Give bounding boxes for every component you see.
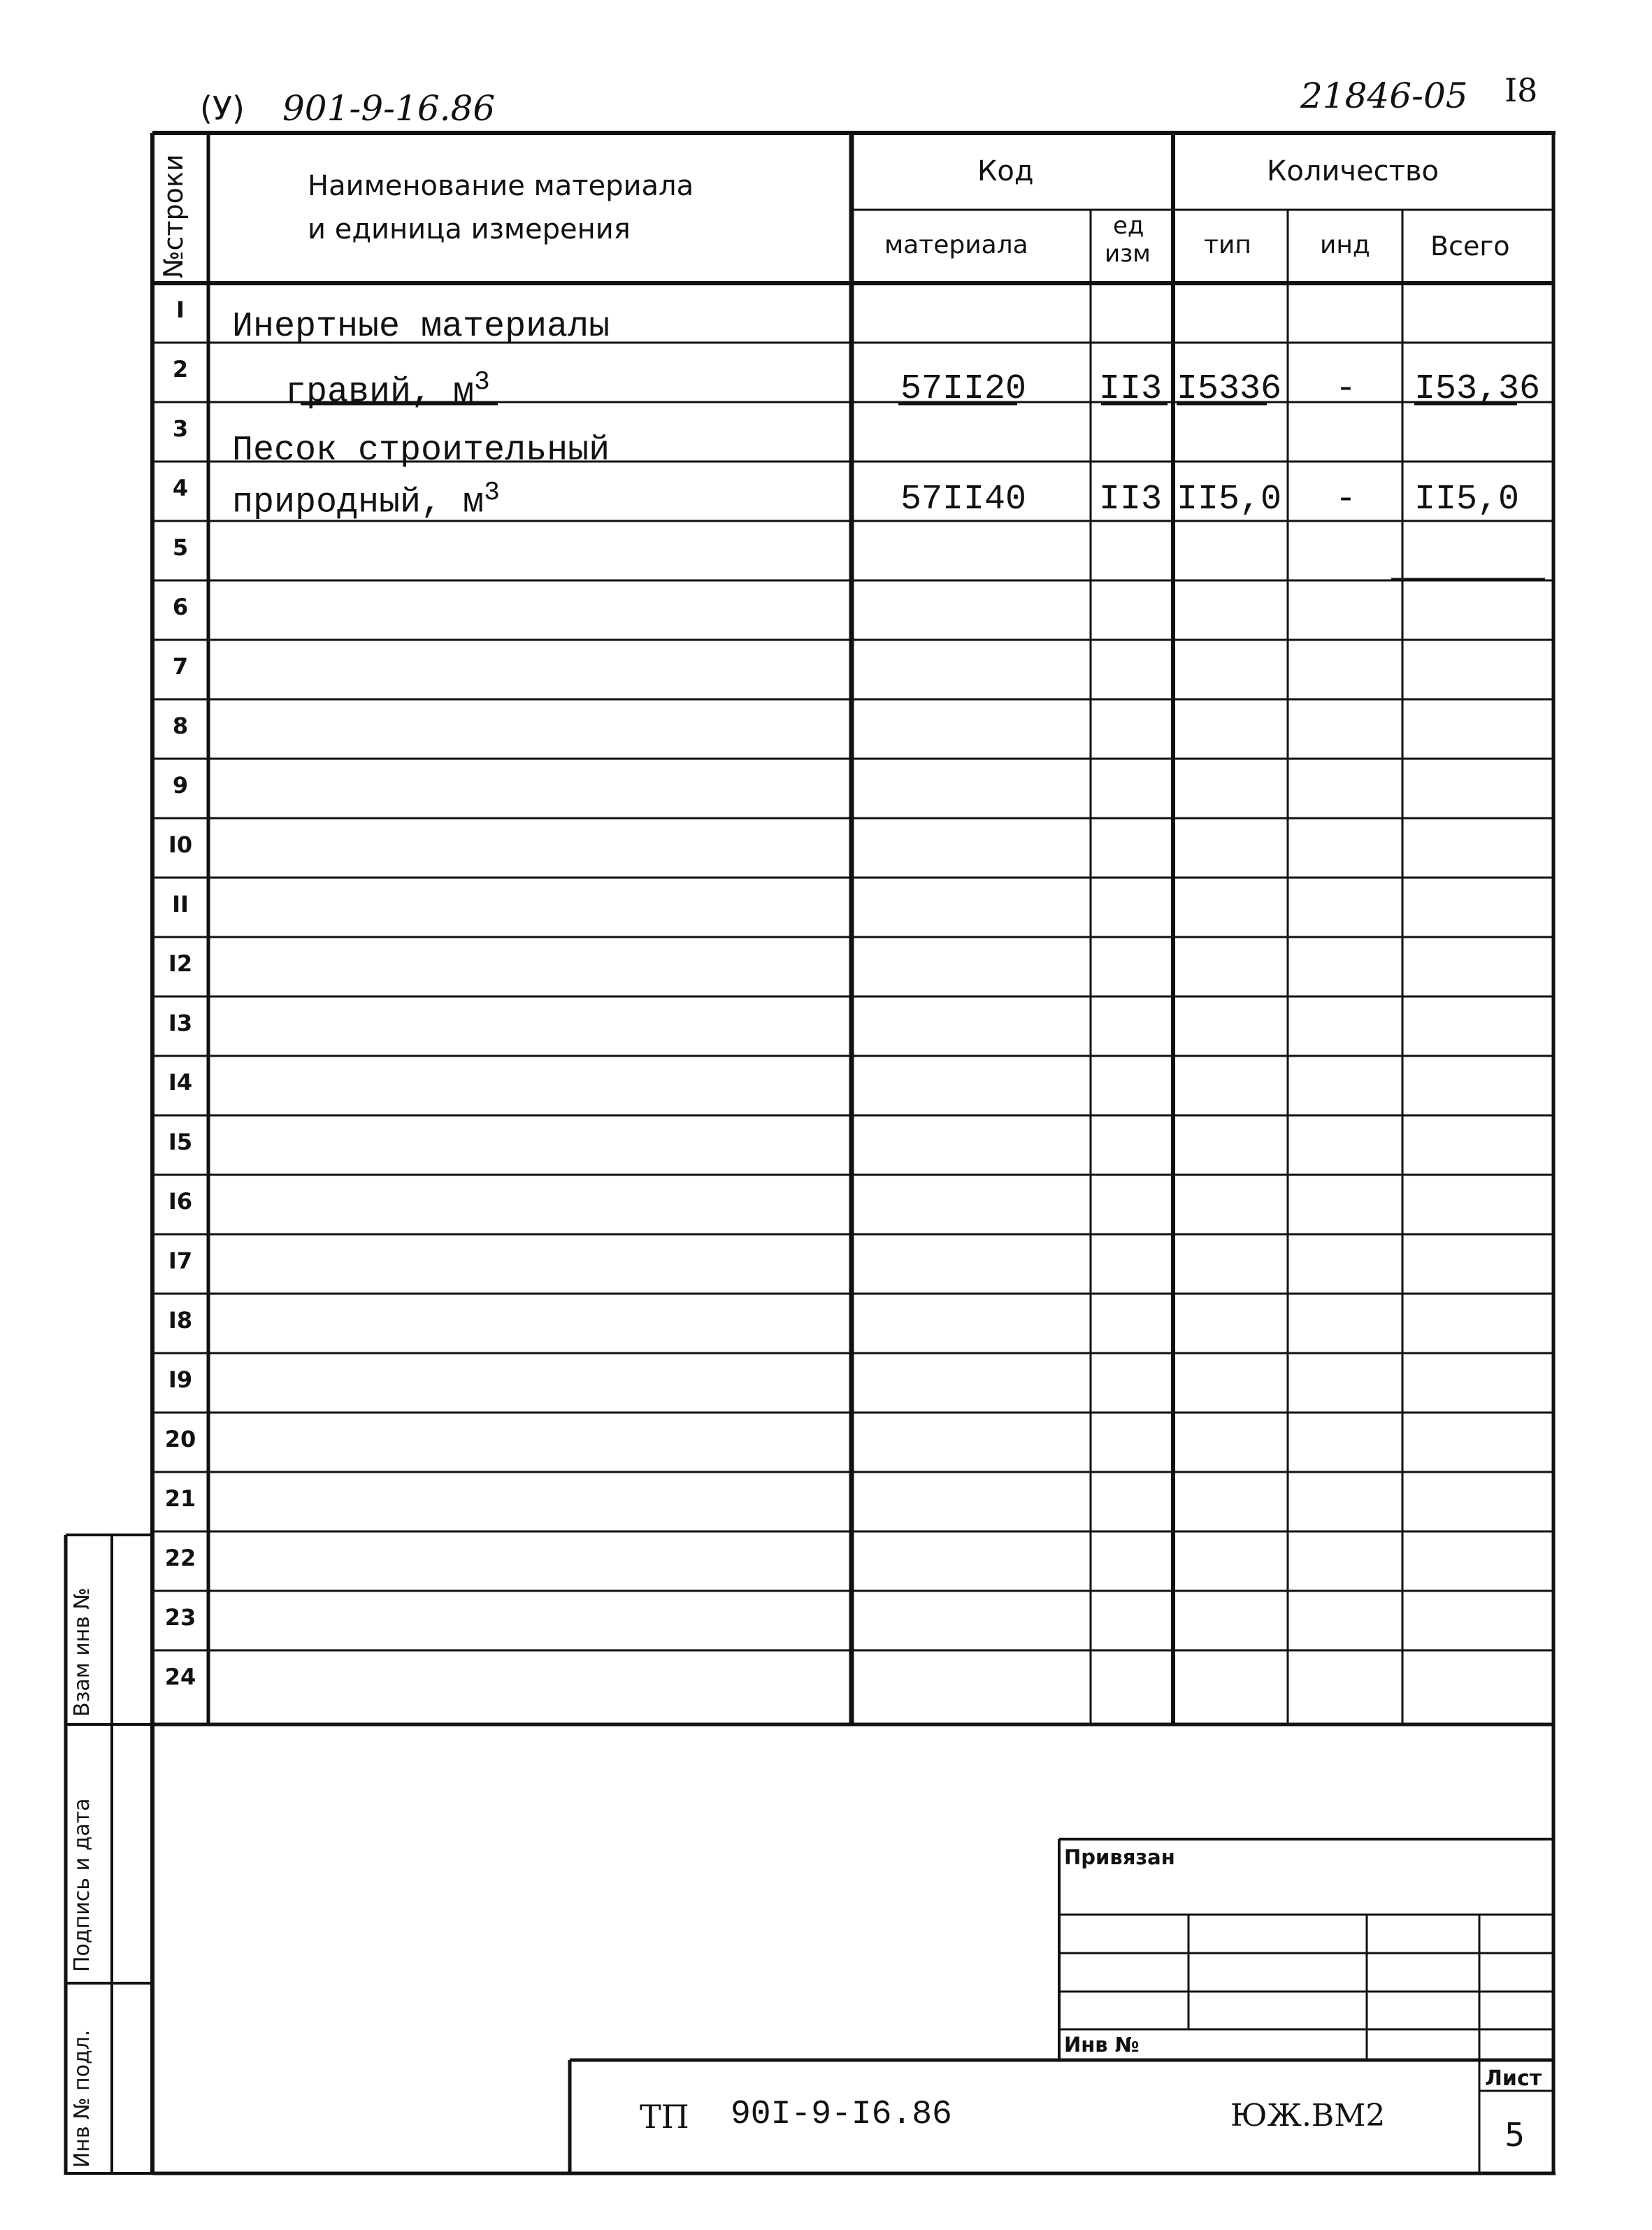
side-label-inv-orig: Инв № подл.: [70, 2029, 94, 2168]
col-header-unit-line1: ед: [1113, 212, 1144, 240]
col-header-name-line1: Наименование материала: [308, 170, 694, 202]
col-header-type: тип: [1204, 231, 1251, 259]
row-number: 23: [164, 1604, 196, 1631]
stamp-doc-prefix: ТП: [640, 2098, 689, 2136]
row-number: I0: [168, 831, 193, 858]
row2-name-sup: 3: [474, 367, 490, 397]
col-header-code: Код: [977, 155, 1034, 187]
row-number: 21: [164, 1485, 196, 1512]
row-number: 6: [172, 594, 189, 620]
header-prefix: (У): [200, 90, 245, 127]
row-number: 9: [172, 772, 189, 799]
col-header-ind: инд: [1320, 231, 1370, 259]
page-number: I8: [1504, 71, 1538, 109]
stamp-attached-label: Привязан: [1064, 1845, 1175, 1869]
row2-code: 57II20: [900, 369, 1027, 409]
row2-total: I53,36: [1414, 369, 1541, 409]
row-number: 3: [172, 415, 189, 442]
row-number: 2: [172, 356, 189, 383]
col-header-rownum: №строки: [158, 154, 189, 278]
row-number: 24: [164, 1664, 196, 1690]
col-header-unit-line2: изм: [1105, 240, 1151, 268]
row4-name: [232, 480, 500, 521]
col-header-material: материала: [884, 231, 1028, 259]
row-number: I7: [168, 1248, 193, 1274]
row-number: 20: [164, 1426, 196, 1452]
col-header-total: Всего: [1430, 231, 1510, 262]
row4-total: II5,0: [1414, 480, 1520, 520]
row-number: I2: [168, 950, 193, 977]
side-label-sign-date: Подпись и дата: [70, 1798, 94, 1972]
side-label-replace-inv: Взам инв №: [70, 1587, 94, 1717]
stamp-sheet-label: Лист: [1485, 2066, 1542, 2091]
row2-unit: II3: [1099, 369, 1163, 409]
row1-name: Инертные материалы: [232, 307, 610, 347]
row-number: I8: [168, 1307, 193, 1334]
header-project-number: 901-9-16.86: [282, 88, 496, 129]
row-number: II: [172, 891, 189, 917]
row-number: I9: [168, 1366, 193, 1393]
row-number: I4: [168, 1069, 193, 1096]
row4-name-sup: 3: [484, 478, 500, 508]
row2-ind: -: [1335, 369, 1357, 409]
row4-unit: II3: [1099, 480, 1163, 520]
row3-name: Песок строительный: [232, 431, 610, 471]
stamp-doc-number: 90I-9-I6.86: [731, 2096, 952, 2133]
row-number: I6: [168, 1188, 193, 1215]
row-number: I: [176, 296, 185, 323]
row4-type: II5,0: [1177, 480, 1282, 520]
stamp-sheet-number: 5: [1504, 2116, 1525, 2154]
row-number: 4: [172, 475, 189, 501]
row2-name-text: гравий, м: [285, 372, 475, 413]
col-header-quantity: Количество: [1267, 155, 1439, 187]
col-header-name-line2: и единица измерения: [308, 213, 631, 245]
row-number: 22: [164, 1545, 196, 1571]
row4-ind: -: [1335, 480, 1357, 520]
row-number: 8: [172, 713, 189, 739]
row-number: 5: [172, 534, 189, 561]
row4-name-text: природный, м: [232, 483, 484, 523]
row-number: I5: [168, 1129, 193, 1155]
stamp-doc-code: ЮЖ.ВМ2: [1230, 2098, 1386, 2133]
row-number: 7: [172, 653, 189, 680]
row-number: I3: [168, 1010, 193, 1036]
header-archive-number: 21846-05: [1300, 76, 1468, 116]
row2-type: I5336: [1177, 369, 1282, 409]
row4-code: 57II40: [900, 480, 1027, 520]
row2-name: [285, 367, 490, 413]
stamp-inv-label: Инв №: [1064, 2033, 1140, 2057]
